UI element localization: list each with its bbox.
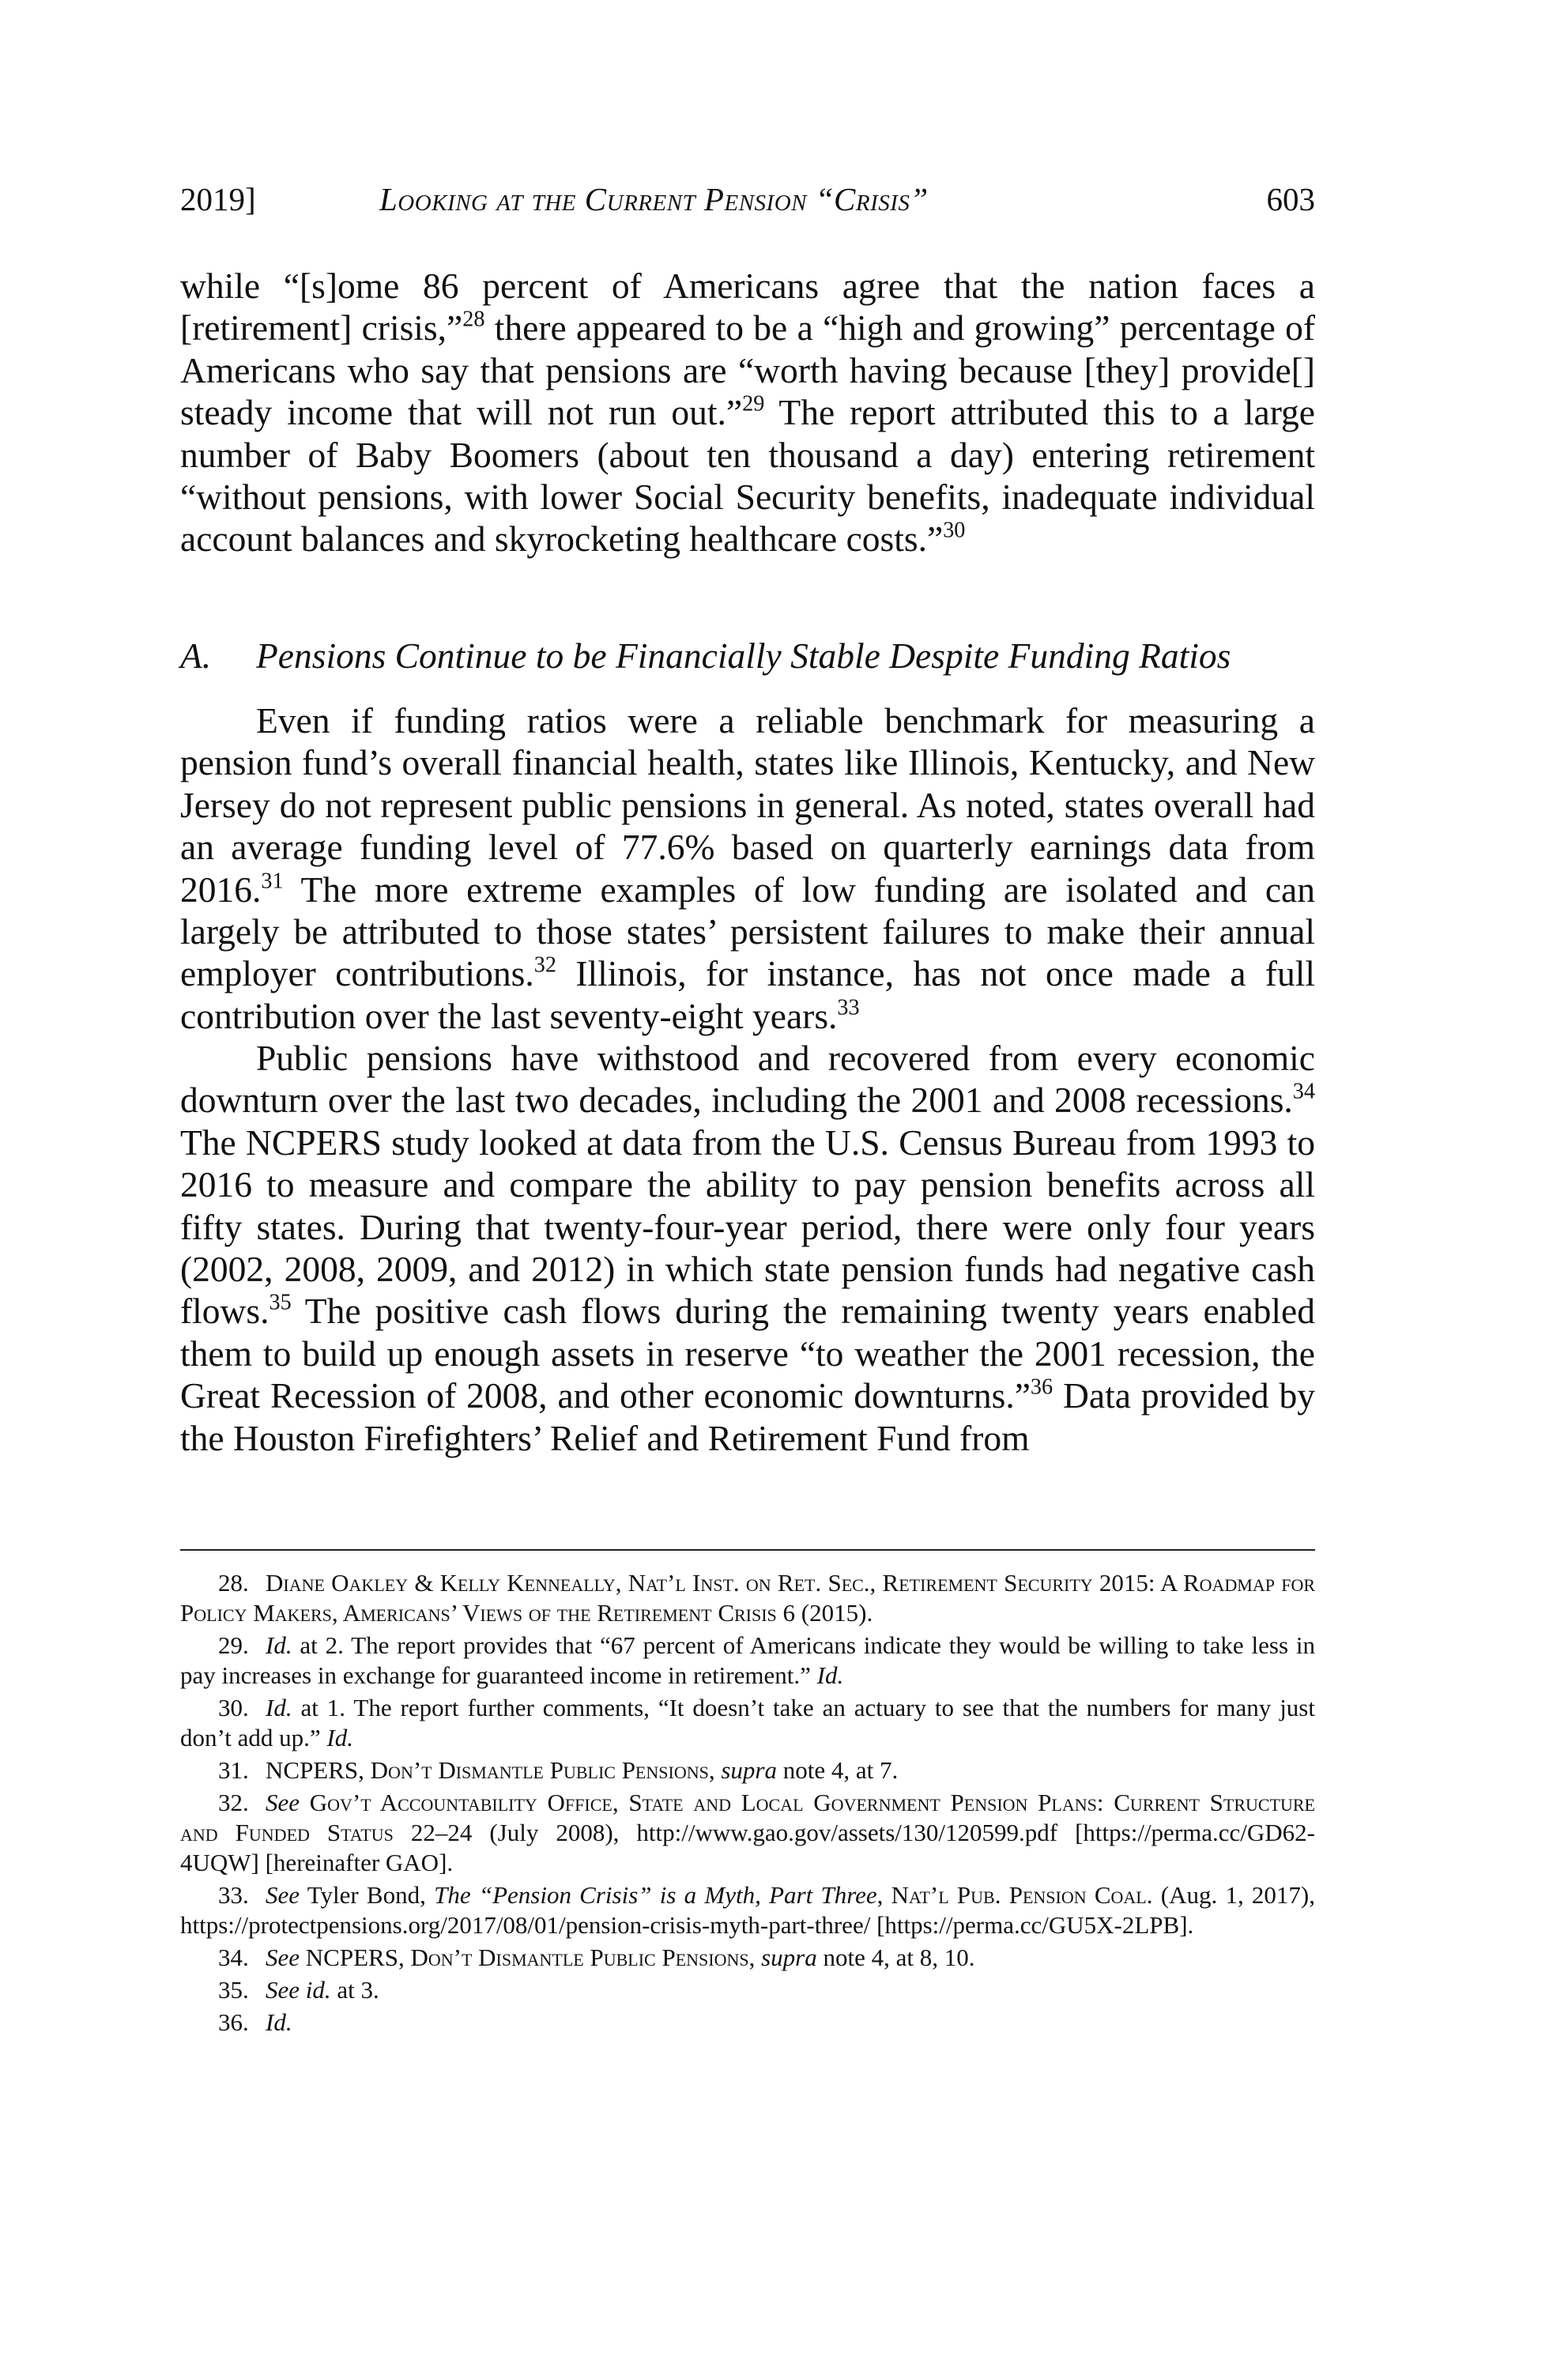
footnote-34 <box>180 1943 1315 1973</box>
footnote-text: Nat’l Pub. Pension Coal. <box>891 1881 1153 1909</box>
footnote-link-text[interactable]: 22–24 (July 2008), http://www.gao.gov/assets/130/120599.pdf [https://perma.cc/GD62-4UQW] [hereinafter GAO]. <box>180 1819 1315 1876</box>
footnote-text: See <box>266 1789 300 1816</box>
text-run: The NCPERS study looked at data from the U.S. Census Bureau from 1993 to 2016 to measure and compare the ability to pay pension benefits across all fifty states. During that twenty-four-year period, there were only four years (2002, 2008, 2009, and 2012) in which state pension funds had negative cash flows. <box>180 1122 1315 1332</box>
volume-year: 2019] <box>180 181 256 217</box>
footnote-ref-30[interactable]: 30 <box>943 518 966 543</box>
footnote-text: at 1. The report further comments, “It doesn’t take an actuary to see that the numbers for many just don’t add up.” <box>180 1694 1315 1751</box>
footnote-33 <box>180 1880 1315 1940</box>
footnote-text: Diane Oakley & Kelly Kenneally, Nat’l Inst. on Ret. Sec., Retirement Security 2015: A Roadmap for Policy Makers, Americans’ Views of the Retirement Crisis <box>180 1569 1315 1627</box>
footnote-ref-34[interactable]: 34 <box>1292 1079 1315 1104</box>
footnote-text: NCPERS, <box>300 1944 411 1971</box>
text-run: The more extreme examples of low funding are isolated and can largely be attributed to those states’ persistent failures to make their annual employer contributions. <box>180 869 1315 994</box>
footnote-text: Tyler Bond, <box>300 1881 435 1909</box>
running-title: Looking at the Current Pension “Crisis” <box>379 181 929 217</box>
footnote-32 <box>180 1788 1315 1878</box>
body-paragraph-1 <box>180 265 1315 560</box>
footnote-ref-32[interactable]: 32 <box>533 952 556 978</box>
footnote-number: 33. <box>218 1881 249 1909</box>
footnote-36 <box>180 2008 1315 2038</box>
footnote-number: 35. <box>218 1976 249 2004</box>
section-title: Pensions Continue to be Financially Stable Despite Funding Ratios <box>256 635 1231 676</box>
footnote-29 <box>180 1631 1315 1691</box>
footnote-number: 30. <box>218 1694 249 1721</box>
footnote-text: , <box>708 1756 722 1784</box>
page-header <box>180 180 1315 228</box>
footnote-31 <box>180 1755 1315 1785</box>
footnote-ref-35[interactable]: 35 <box>269 1290 292 1315</box>
footnote-number: 36. <box>218 2008 249 2036</box>
footnote-28 <box>180 1568 1315 1628</box>
footnote-text: Gov’t Accountability Office, State and Local Government Pension Plans: Current Structure and Funded Status <box>180 1789 1315 1846</box>
text-run: Public pensions have withstood and recovered from every economic downturn over the last two decades, including the 2001 and 2008 recessions. <box>180 1038 1315 1121</box>
footnote-number: 31. <box>218 1756 249 1784</box>
text-run: Illinois, for instance, has not once made a full contribution over the last seventy-eight years. <box>180 953 1315 1036</box>
footnote-text: The “Pension Crisis” is a Myth, Part Three <box>434 1881 877 1909</box>
footnote-text: , <box>876 1881 891 1909</box>
footnote-text: See <box>266 1881 300 1909</box>
footnote-text: supra <box>761 1944 817 1971</box>
text-run: Data provided by the Houston Firefighters’ Relief and Retirement Fund from <box>180 1375 1315 1458</box>
footnote-text: at 3. <box>330 1976 379 2004</box>
footnote-divider <box>180 1549 1315 1551</box>
footnotes <box>180 1568 1315 2040</box>
footnote-text: Id. <box>326 1724 353 1751</box>
footnote-text: Id. <box>816 1661 844 1689</box>
footnote-ref-36[interactable]: 36 <box>1030 1374 1054 1400</box>
footnote-text: Id. <box>266 1631 292 1659</box>
text-run: Even if funding ratios were a reliable benchmark for measuring a pension fund’s overall financial health, states like Illinois, Kentucky, and New Jersey do not represent public pensions in general. As noted, states overall had an average funding level of 77.6% based on quarterly earnings data from 2016. <box>180 700 1315 910</box>
footnote-30 <box>180 1693 1315 1753</box>
body-paragraph-3 <box>180 1037 1315 1459</box>
page-number: 603 <box>1266 181 1315 217</box>
body-paragraph-2 <box>180 699 1315 1037</box>
footnote-text: Don’t Dismantle Public Pensions <box>370 1756 709 1784</box>
footnote-ref-28[interactable]: 28 <box>462 307 485 332</box>
footnote-text: at 2. The report provides that “67 percent of Americans indicate they would be willing to take less in pay increases in exchange for guaranteed income in retirement.” <box>180 1631 1315 1689</box>
footnote-number: 32. <box>218 1789 249 1816</box>
footnote-number: 34. <box>218 1944 249 1971</box>
text-run: The positive cash flows during the remaining twenty years enabled them to build up enough assets in reserve “to weather the 2001 recession, the Great Recession of 2008, and other economic downturns.” <box>180 1291 1315 1416</box>
footnote-text: Don’t Dismantle Public Pensions <box>410 1944 749 1971</box>
footnote-text: NCPERS, <box>266 1756 371 1784</box>
footnote-35 <box>180 1975 1315 2005</box>
footnote-text: See id. <box>266 1976 331 2004</box>
footnote-number: 28. <box>218 1569 249 1597</box>
footnote-ref-33[interactable]: 33 <box>837 995 860 1020</box>
footnote-number: 29. <box>218 1631 249 1659</box>
text-run: The report attributed this to a large number of Baby Boomers (about ten thousand a day) entering retirement “without pensions, with lower Social Security benefits, inadequate individual account balances and skyrocketing healthcare costs.” <box>180 392 1315 560</box>
footnote-text <box>300 1789 310 1816</box>
footnote-text: See <box>266 1944 300 1971</box>
text-run: while “[s]ome 86 percent of Americans agree that the nation faces a [retirement] crisis,” <box>180 266 1315 349</box>
section-letter: A. <box>180 635 212 676</box>
footnote-text: note 4, at 7. <box>776 1756 899 1784</box>
footnote-text: supra <box>721 1756 777 1784</box>
footnote-text: note 4, at 8, 10. <box>816 1944 975 1971</box>
footnote-text: Id. <box>266 1694 292 1721</box>
footnote-ref-31[interactable]: 31 <box>261 869 284 894</box>
footnote-ref-29[interactable]: 29 <box>742 391 765 417</box>
footnote-link-text[interactable]: (Aug. 1, 2017), https://protectpensions.org/2017/08/01/pension-crisis-myth-part-three/ [https://perma.cc/GU5X-2LPB]. <box>180 1881 1316 1939</box>
footnote-text: Id. <box>266 2008 292 2036</box>
section-heading <box>180 635 1366 677</box>
footnote-text: 6 (2015). <box>776 1599 873 1627</box>
text-run: there appeared to be a “high and growing” percentage of Americans who say that pensions are “worth having because [they] provide[] steady income that will not run out.” <box>180 307 1315 433</box>
footnote-text: , <box>748 1944 762 1971</box>
